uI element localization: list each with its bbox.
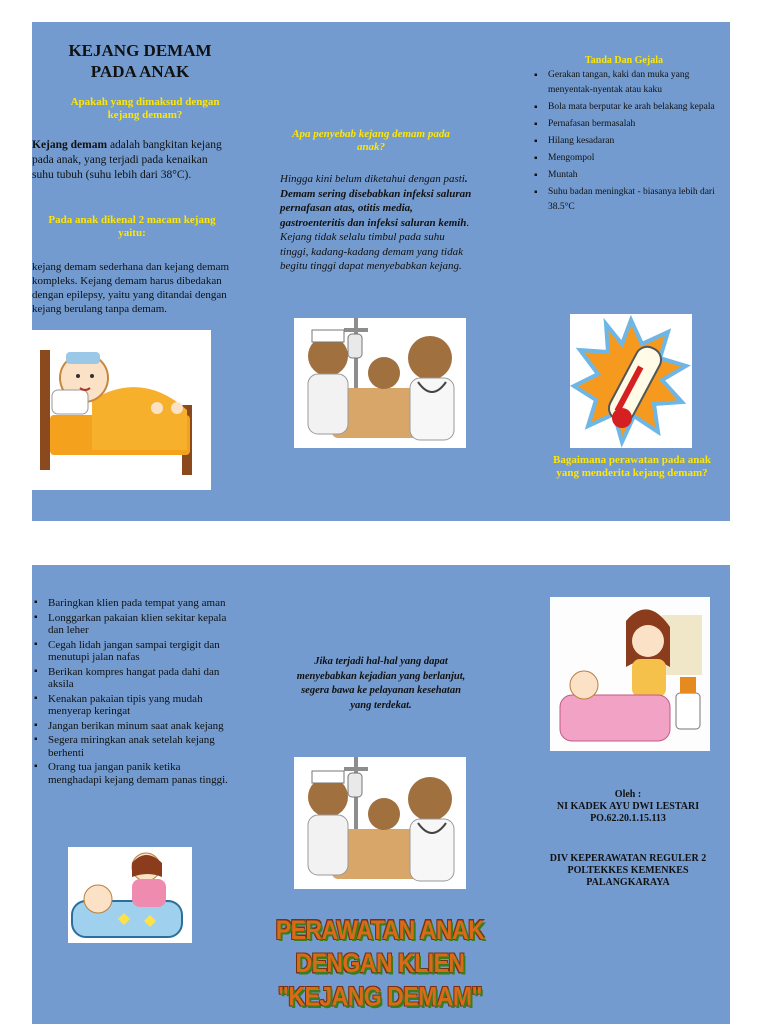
institution-block	[526, 853, 730, 889]
types-heading	[32, 214, 232, 240]
cover-line-3: "KEJANG DEMAM"	[278, 981, 482, 1012]
symptom-item: ▪ Mengompol	[532, 151, 730, 166]
institution-city: PALANGKARAYA	[586, 877, 670, 888]
care-question	[534, 454, 730, 480]
brochure-outside-panel	[32, 22, 730, 521]
cause-paragraph	[280, 172, 474, 274]
author-name: NI KADEK AYU DWI LESTARI	[556, 801, 700, 812]
symptom-item: ▪ Muntah	[532, 168, 730, 183]
definition-text: adalah bangkitan kejang pada anak, yang terjadi pada kenaikan suhu tubuh (suhu lebih dari 38°C).	[32, 139, 222, 181]
author-id: PO.62.20.1.15.113	[590, 813, 666, 824]
definition-question-line-1: Apakah yang dimaksud dengan	[70, 96, 220, 108]
care-step-item: ▪ Berikan kompres hangat pada dahi dan aksila	[32, 666, 232, 691]
types-paragraph: kejang demam sederhana dan kejang demam kompleks. Kejang demam harus dibedakan dengan epilepsy, yaitu yang ditandai dengan kejang berulang tanpa demam.	[32, 261, 230, 315]
care-step-item: ▪ Segera miringkan anak setelah kejang berhenti	[32, 734, 232, 759]
cover-line-2: DENGAN KLIEN	[295, 947, 465, 978]
definition-paragraph	[32, 138, 232, 183]
program-name: DIV KEPERAWATAN REGULER 2	[549, 853, 707, 864]
types-heading-line-1: Pada anak dikenal 2 macam kejang	[48, 214, 216, 226]
cause-rest: . Kejang tidak selalu timbul pada suhu tinggi, kadang-kadang demam yang tidak begitu tinggi dapat menyebabkan kejang.	[280, 216, 470, 272]
cover-wordart-title	[272, 913, 488, 1013]
symptoms-list	[532, 68, 730, 217]
institution-name: POLTEKKES KEMENKES	[567, 865, 689, 876]
cause-intro: Hingga kini belum diketahui dengan pasti	[280, 173, 465, 185]
advice-paragraph: Jika terjadi hal-hal yang dapat menyebabkan kejadian yang berlanjut, segera bawa ke pelayanan kesehatan yang terdekat.	[296, 656, 466, 711]
symptom-item: ▪ Suhu badan meningkat - biasanya lebih dari 38.5°C	[532, 185, 730, 215]
bear-hospital-illustration	[294, 318, 466, 448]
symptom-item: ▪ Pernafasan bermasalah	[532, 117, 730, 132]
sick-child-in-bed-illustration	[32, 330, 211, 490]
title-line-1: KEJANG DEMAM	[68, 41, 212, 60]
cover-line-1: PERAWATAN ANAK	[275, 914, 485, 945]
symptom-item: ▪ Hilang kesadaran	[532, 134, 730, 149]
cause-question	[278, 128, 464, 154]
cause-question-line-1: Apa penyebab kejang demam pada	[292, 128, 450, 140]
definition-question-line-2: kejang demam?	[107, 109, 183, 121]
care-step-item: ▪ Baringkan klien pada tempat yang aman	[32, 597, 232, 610]
thermometer-illustration	[570, 314, 692, 448]
types-heading-line-2: yaitu:	[118, 227, 146, 239]
brochure-inside-panel	[32, 565, 730, 1024]
symptom-item: ▪ Gerakan tangan, kaki dan muka yang menyentak-nyentak atau kaku	[532, 68, 730, 98]
symptom-item: ▪ Bola mata berputar ke arah belakang kepala	[532, 100, 730, 115]
care-step-item: ▪ Jangan berikan minum saat anak kejang	[32, 720, 232, 733]
mother-caring-child-illustration	[68, 847, 192, 943]
care-question-line-1: Bagaimana perawatan pada anak	[552, 454, 711, 466]
mother-with-sick-child-illustration	[550, 597, 710, 751]
care-steps-list	[32, 597, 232, 788]
symptoms-heading: Tanda Dan Gejala	[585, 55, 663, 66]
definition-question	[36, 96, 254, 122]
author-by-label: Oleh :	[614, 789, 642, 800]
definition-term: Kejang demam	[32, 139, 108, 151]
brochure-title	[52, 40, 228, 82]
care-step-item: ▪ Kenakan pakaian tipis yang mudah menyerap keringat	[32, 693, 232, 718]
author-block	[526, 789, 730, 825]
care-step-item: ▪ Longgarkan pakaian klien sekitar kepala dan leher	[32, 612, 232, 637]
care-step-item: ▪ Orang tua jangan panik ketika menghadapi kejang demam panas tinggi.	[32, 761, 232, 786]
care-step-item: ▪ Cegah lidah jangan sampai tergigit dan menutupi jalan nafas	[32, 639, 232, 664]
care-question-line-2: yang menderita kejang demam?	[556, 467, 708, 479]
cause-question-line-2: anak?	[356, 141, 386, 153]
title-line-2: PADA ANAK	[90, 62, 190, 81]
cause-list: . Demam sering disebabkan infeksi saluran pernafasan atas, otitis media, gastroenteritis dan infeksi saluran kemih	[280, 173, 472, 229]
bear-hospital-illustration-2	[294, 757, 466, 889]
